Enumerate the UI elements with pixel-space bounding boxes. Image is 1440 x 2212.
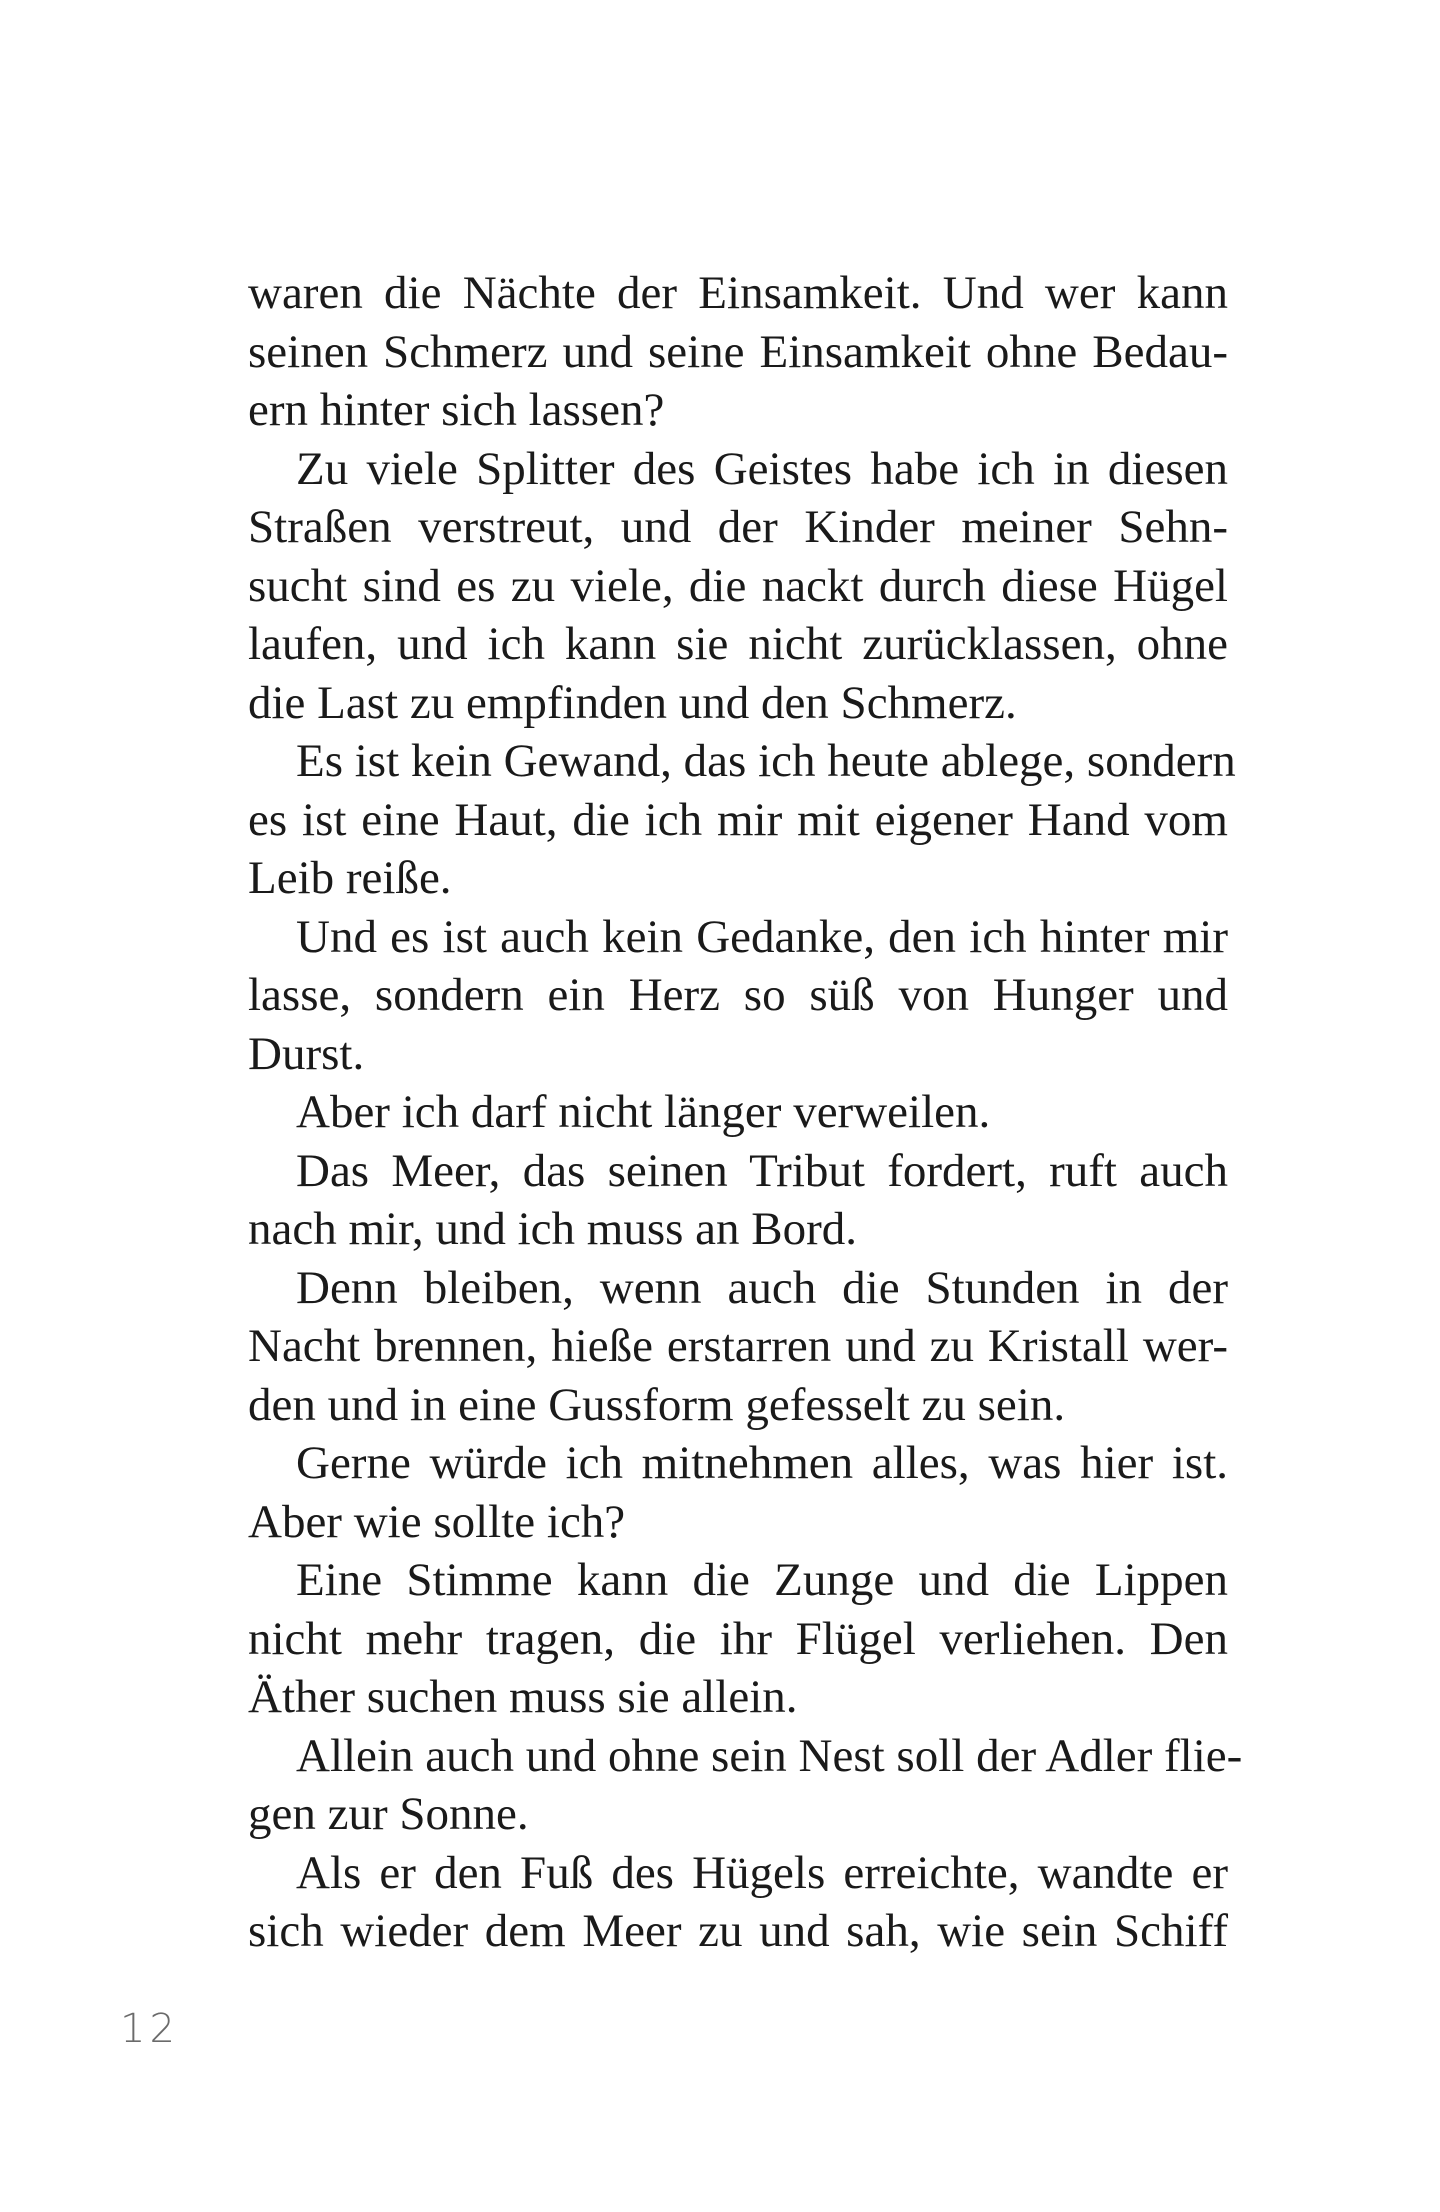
text-line: sucht sind es zu viele, die nackt durch diese Hügel bbox=[248, 559, 1228, 612]
paragraph-first-line: Gerne würde ich mitnehmen alles, was hier ist. bbox=[296, 1437, 1228, 1489]
paragraph-first-line: Das Meer, das seinen Tribut fordert, ruft auch bbox=[296, 1144, 1228, 1197]
text-line: die Last zu empfinden und den Schmerz. bbox=[248, 676, 1017, 729]
text-line: nicht mehr tragen, die ihr Flügel verliehen. Den bbox=[248, 1612, 1228, 1665]
paragraph-first-line: Allein auch und ohne sein Nest soll der Adler flie- bbox=[296, 1729, 1243, 1782]
text-line: Leib reiße. bbox=[248, 852, 452, 904]
text-line: Aber wie sollte ich? bbox=[248, 1495, 626, 1548]
paragraph-first-line: Denn bleiben, wenn auch die Stunden in der bbox=[296, 1261, 1228, 1314]
text-line: nach mir, und ich muss an Bord. bbox=[248, 1203, 858, 1255]
text-line: waren die Nächte der Einsamkeit. Und wer kann bbox=[248, 267, 1228, 319]
paragraph-first-line: Zu viele Splitter des Geistes habe ich in diesen bbox=[296, 442, 1228, 495]
text-line: sich wieder dem Meer zu und sah, wie sein Schiff bbox=[248, 1905, 1228, 1957]
text-line: Äther suchen muss sie allein. bbox=[248, 1671, 798, 1723]
text-line: laufen, und ich kann sie nicht zurücklassen, ohne bbox=[248, 618, 1228, 670]
paragraph-first-line: Und es ist auch kein Gedanke, den ich hinter mir bbox=[296, 910, 1228, 963]
paragraph-first-line: Aber ich darf nicht länger verweilen. bbox=[296, 1086, 991, 1138]
paragraph-first-line: Als er den Fuß des Hügels erreichte, wandte er bbox=[296, 1846, 1228, 1899]
text-line: lasse, sondern ein Herz so süß von Hunger und bbox=[248, 969, 1228, 1021]
text-line: es ist eine Haut, die ich mir mit eigener Hand vom bbox=[248, 793, 1228, 846]
text-line: ern hinter sich lassen? bbox=[248, 384, 665, 436]
page-number: 12 bbox=[120, 2006, 179, 2052]
body-text bbox=[248, 264, 1243, 1961]
text-line: Nacht brennen, hieße erstarren und zu Kristall wer- bbox=[248, 1320, 1228, 1372]
text-line: Straßen verstreut, und der Kinder meiner Sehn- bbox=[248, 501, 1228, 553]
text-line: Durst. bbox=[248, 1027, 365, 1080]
paragraph-first-line: Es ist kein Gewand, das ich heute ablege, sondern bbox=[296, 735, 1236, 787]
paragraph-first-line: Eine Stimme kann die Zunge und die Lippen bbox=[296, 1554, 1228, 1606]
text-line: gen zur Sonne. bbox=[248, 1788, 529, 1840]
text-line: den und in eine Gussform gefesselt zu sein. bbox=[248, 1378, 1066, 1431]
text-line: seinen Schmerz und seine Einsamkeit ohne Bedau- bbox=[248, 325, 1228, 378]
